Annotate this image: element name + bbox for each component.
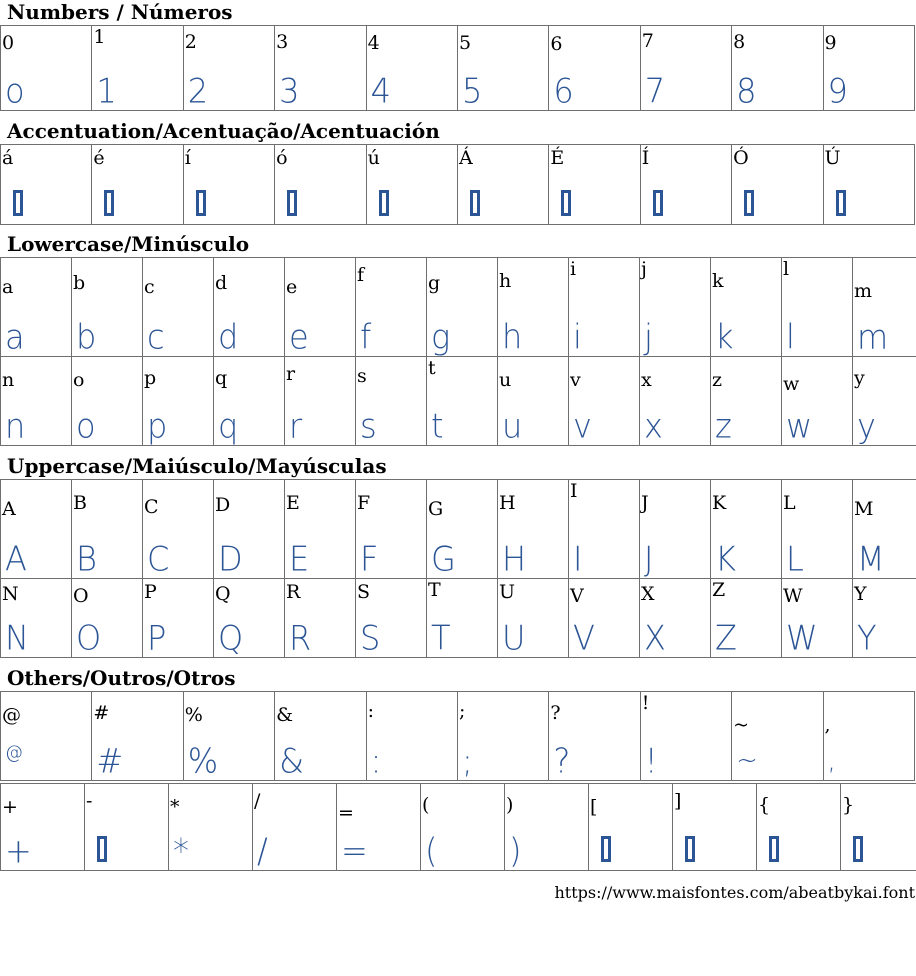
missing-glyph-box-icon: [379, 190, 389, 216]
missing-glyph-box-icon: [97, 836, 107, 862]
glyph-cell: [640, 579, 711, 658]
numbers-grid: [0, 25, 915, 111]
glyph-cell: [427, 480, 498, 579]
glyph-label: é: [93, 149, 104, 168]
glyph-sample: D: [218, 541, 243, 577]
glyph-cell: [457, 145, 548, 225]
glyph-label: Í: [642, 149, 650, 168]
glyph-label: H: [499, 494, 516, 513]
glyph-sample: /: [257, 833, 268, 869]
glyph-label: -: [86, 792, 92, 811]
glyph-sample: 5: [462, 73, 482, 109]
glyph-cell: [183, 692, 274, 781]
glyph-cell: [72, 579, 143, 658]
glyph-label: e: [286, 278, 297, 297]
glyph-label: v: [570, 371, 581, 390]
glyph-sample: ?: [553, 743, 570, 779]
glyph-cell: [757, 784, 841, 871]
glyph-cell: [569, 357, 640, 446]
glyph-label: &: [276, 706, 293, 725]
missing-glyph-box-icon: [601, 836, 611, 862]
glyph-cell: [285, 258, 356, 357]
glyph-cell: [1, 145, 92, 225]
glyph-sample: G: [431, 541, 456, 577]
glyph-label: 6: [550, 35, 562, 54]
glyph-label: E: [286, 494, 300, 513]
glyph-cell: [589, 784, 673, 871]
glyph-label: }: [842, 796, 854, 815]
glyph-cell: [92, 692, 183, 781]
glyph-sample: W: [786, 620, 818, 656]
glyph-sample: +: [5, 833, 32, 869]
table-row: [1, 692, 915, 781]
glyph-label: R: [286, 583, 300, 602]
glyph-sample: v: [573, 408, 592, 444]
glyph-label: 9: [825, 34, 837, 53]
glyph-label: a: [2, 278, 13, 297]
table-row: [1, 480, 916, 579]
glyph-cell: [1, 258, 72, 357]
glyph-label: i: [570, 260, 576, 279]
glyph-sample: y: [857, 408, 876, 444]
glyph-label: m: [854, 282, 872, 301]
glyph-sample: L: [786, 541, 804, 577]
glyph-label: ]: [674, 792, 681, 811]
glyph-label: [: [590, 798, 597, 817]
glyph-sample: #: [96, 743, 123, 779]
glyph-cell: [823, 692, 914, 781]
glyph-cell: [782, 258, 853, 357]
glyph-sample: r: [289, 408, 302, 444]
missing-glyph-box-icon: [104, 190, 114, 216]
glyph-sample: l: [786, 319, 795, 355]
glyph-cell: [782, 480, 853, 579]
table-row: [1, 258, 916, 357]
glyph-sample: f: [360, 319, 371, 355]
others-grid-row2: [0, 783, 916, 871]
glyph-label: L: [783, 494, 796, 513]
section-title-lowercase: Lowercase/Minúsculo: [0, 233, 916, 257]
glyph-sample: B: [76, 541, 97, 577]
missing-glyph-box-icon: [13, 190, 23, 216]
table-row: [1, 579, 916, 658]
missing-glyph-box-icon: [853, 836, 863, 862]
glyph-label: O: [73, 587, 89, 606]
others-grid-row1: [0, 691, 915, 781]
glyph-cell: [275, 692, 366, 781]
section-title-uppercase: Uppercase/Maiúsculo/Mayúsculas: [0, 455, 916, 479]
glyph-label: Á: [459, 149, 473, 168]
glyph-sample: ;: [462, 743, 473, 779]
glyph-cell: [72, 480, 143, 579]
glyph-label: Y: [854, 585, 867, 604]
missing-glyph-box-icon: [196, 190, 206, 216]
glyph-cell: [841, 784, 916, 871]
missing-glyph-box-icon: [653, 190, 663, 216]
glyph-label: ): [506, 796, 513, 815]
glyph-cell: [640, 258, 711, 357]
glyph-label: :: [368, 702, 374, 721]
glyph-label: s: [357, 367, 367, 386]
glyph-cell: [275, 26, 366, 111]
glyph-sample: o: [76, 408, 96, 444]
glyph-cell: [214, 258, 285, 357]
glyph-cell: [457, 26, 548, 111]
glyph-sample: d: [218, 319, 238, 355]
glyph-label: q: [215, 369, 227, 388]
glyph-label: W: [783, 587, 803, 606]
glyph-cell: [569, 579, 640, 658]
glyph-sample: U: [502, 620, 525, 656]
glyph-cell: [337, 784, 421, 871]
glyph-label: B: [73, 494, 87, 513]
glyph-cell: [1, 784, 85, 871]
glyph-cell: [853, 258, 916, 357]
glyph-label: Ú: [825, 149, 841, 168]
glyph-sample: ~: [736, 743, 758, 779]
glyph-label: f: [357, 266, 364, 285]
glyph-label: G: [428, 500, 443, 519]
glyph-cell: [356, 480, 427, 579]
glyph-label: í: [185, 149, 191, 168]
glyph-cell: [640, 145, 731, 225]
glyph-sample: S: [360, 620, 380, 656]
glyph-label: @: [2, 706, 21, 725]
glyph-cell: [356, 357, 427, 446]
glyph-sample: O: [76, 620, 101, 656]
glyph-cell: [782, 357, 853, 446]
glyph-sample: F: [360, 541, 378, 577]
glyph-sample: X: [644, 620, 666, 656]
glyph-label: +: [2, 798, 18, 817]
glyph-sample: *: [173, 833, 189, 869]
glyph-cell: [640, 480, 711, 579]
glyph-label: {: [758, 796, 770, 815]
glyph-label: A: [2, 500, 16, 519]
glyph-sample: u: [502, 408, 522, 444]
glyph-cell: [285, 480, 356, 579]
glyph-cell: [275, 145, 366, 225]
glyph-sample: @: [5, 735, 23, 771]
glyph-sample: T: [431, 620, 451, 656]
glyph-label: 3: [276, 33, 288, 52]
glyph-label: X: [641, 585, 655, 604]
glyph-label: w: [783, 375, 799, 394]
glyph-label: N: [2, 585, 19, 604]
glyph-cell: [143, 480, 214, 579]
glyph-cell: [92, 145, 183, 225]
glyph-label: ~: [733, 716, 749, 735]
glyph-sample: &: [279, 743, 304, 779]
glyph-sample: b: [76, 319, 96, 355]
glyph-label: I: [570, 482, 578, 501]
glyph-cell: [214, 480, 285, 579]
glyph-cell: [92, 26, 183, 111]
glyph-label: =: [338, 804, 354, 823]
glyph-sample: a: [5, 319, 25, 355]
glyph-label: t: [428, 359, 436, 378]
glyph-cell: [640, 357, 711, 446]
glyph-sample: 8: [736, 73, 756, 109]
glyph-sample: w: [786, 408, 812, 444]
glyph-cell: [549, 145, 640, 225]
glyph-label: D: [215, 496, 230, 515]
glyph-label: T: [428, 581, 441, 600]
glyph-label: 4: [368, 34, 380, 53]
glyph-sample: ): [509, 833, 521, 869]
glyph-cell: [366, 145, 457, 225]
glyph-sample: s: [360, 408, 377, 444]
glyph-sample: K: [715, 541, 736, 577]
glyph-cell: [640, 26, 731, 111]
glyph-label: 1: [93, 28, 105, 47]
glyph-cell: [732, 145, 823, 225]
glyph-cell: [673, 784, 757, 871]
table-row: [1, 26, 915, 111]
glyph-cell: [498, 480, 569, 579]
glyph-sample: V: [573, 620, 595, 656]
glyph-cell: [169, 784, 253, 871]
glyph-label: h: [499, 272, 511, 291]
glyph-label: d: [215, 274, 227, 293]
glyph-sample: %: [188, 743, 218, 779]
glyph-sample: N: [5, 620, 29, 656]
glyph-cell: [427, 258, 498, 357]
glyph-label: ,: [825, 716, 831, 735]
glyph-cell: [356, 258, 427, 357]
glyph-label: á: [2, 149, 13, 168]
glyph-cell: [569, 480, 640, 579]
glyph-cell: [569, 258, 640, 357]
glyph-label: n: [2, 371, 14, 390]
glyph-cell: [427, 357, 498, 446]
glyph-sample: o: [5, 73, 25, 109]
glyph-label: 0: [2, 34, 14, 53]
glyph-sample: n: [5, 408, 25, 444]
glyph-cell: [366, 26, 457, 111]
glyph-label: b: [73, 274, 85, 293]
glyph-sample: m: [857, 319, 888, 355]
glyph-cell: [1, 692, 92, 781]
glyph-sample: h: [502, 319, 522, 355]
missing-glyph-box-icon: [561, 190, 571, 216]
glyph-cell: [183, 145, 274, 225]
glyph-cell: [457, 692, 548, 781]
glyph-cell: [285, 357, 356, 446]
glyph-cell: [421, 784, 505, 871]
glyph-cell: [1, 480, 72, 579]
glyph-cell: [183, 26, 274, 111]
glyph-cell: [356, 579, 427, 658]
glyph-label: U: [499, 583, 515, 602]
lowercase-grid: [0, 257, 916, 446]
glyph-cell: [72, 357, 143, 446]
glyph-label: u: [499, 371, 511, 390]
glyph-sample: E: [289, 541, 309, 577]
missing-glyph-box-icon: [685, 836, 695, 862]
glyph-sample: 3: [279, 73, 299, 109]
glyph-cell: [711, 579, 782, 658]
table-row: [1, 357, 916, 446]
uppercase-grid: [0, 479, 916, 658]
glyph-label: ?: [550, 704, 560, 723]
glyph-sample: ,: [828, 743, 836, 779]
glyph-cell: [505, 784, 589, 871]
glyph-label: ;: [459, 702, 465, 721]
glyph-cell: [1, 26, 92, 111]
glyph-label: j: [641, 260, 647, 279]
glyph-cell: [823, 26, 914, 111]
glyph-sample: 2: [188, 73, 208, 109]
glyph-sample: k: [715, 319, 734, 355]
glyph-sample: C: [147, 541, 169, 577]
glyph-label: K: [712, 494, 726, 513]
glyph-cell: [285, 579, 356, 658]
table-row: [1, 145, 915, 225]
glyph-cell: [214, 579, 285, 658]
missing-glyph-box-icon: [769, 836, 779, 862]
glyph-label: c: [144, 278, 155, 297]
section-title-accents: Accentuation/Acentuação/Acentuación: [0, 120, 916, 144]
glyph-sample: :: [371, 743, 382, 779]
glyph-sample: 9: [828, 73, 848, 109]
table-row: [1, 784, 916, 871]
missing-glyph-box-icon: [287, 190, 297, 216]
glyph-cell: [732, 26, 823, 111]
glyph-sample: x: [644, 408, 663, 444]
glyph-cell: [498, 579, 569, 658]
glyph-label: x: [641, 371, 652, 390]
glyph-sample: p: [147, 408, 167, 444]
glyph-cell: [1, 357, 72, 446]
glyph-sample: 1: [96, 73, 116, 109]
glyph-cell: [549, 26, 640, 111]
glyph-label: P: [144, 583, 157, 602]
glyph-cell: [732, 692, 823, 781]
glyph-sample: Y: [857, 620, 877, 656]
glyph-label: F: [357, 494, 370, 513]
glyph-label: Z: [712, 581, 725, 600]
glyph-sample: t: [431, 408, 444, 444]
glyph-cell: [214, 357, 285, 446]
glyph-cell: [85, 784, 169, 871]
glyph-cell: [366, 692, 457, 781]
glyph-sample: (: [425, 833, 437, 869]
glyph-cell: [549, 692, 640, 781]
glyph-cell: [711, 357, 782, 446]
glyph-label: ó: [276, 149, 287, 168]
glyph-sample: e: [289, 319, 309, 355]
glyph-cell: [72, 258, 143, 357]
glyph-cell: [823, 145, 914, 225]
glyph-label: r: [286, 365, 295, 384]
glyph-label: p: [144, 369, 156, 388]
glyph-sample: j: [644, 319, 653, 355]
accents-grid: [0, 144, 915, 225]
section-title-others: Others/Outros/Otros: [0, 667, 916, 691]
glyph-sample: Q: [218, 620, 243, 656]
glyph-sample: 6: [553, 73, 573, 109]
glyph-cell: [498, 357, 569, 446]
glyph-label: /: [254, 792, 260, 811]
glyph-label: 2: [185, 33, 197, 52]
glyph-sample: M: [857, 541, 885, 577]
glyph-label: z: [712, 371, 722, 390]
glyph-sample: Z: [715, 620, 737, 656]
glyph-label: 8: [733, 33, 745, 52]
glyph-cell: [1, 579, 72, 658]
glyph-sample: 4: [371, 73, 391, 109]
glyph-label: o: [73, 371, 84, 390]
glyph-sample: J: [644, 541, 653, 577]
glyph-label: M: [854, 500, 873, 519]
glyph-cell: [711, 258, 782, 357]
glyph-cell: [711, 480, 782, 579]
glyph-sample: g: [431, 319, 450, 355]
glyph-cell: [853, 579, 916, 658]
glyph-sample: c: [147, 319, 165, 355]
glyph-cell: [640, 692, 731, 781]
glyph-sample: H: [502, 541, 526, 577]
glyph-label: g: [428, 274, 440, 293]
glyph-sample: P: [147, 620, 166, 656]
glyph-label: *: [170, 798, 180, 817]
glyph-cell: [143, 258, 214, 357]
glyph-label: l: [783, 260, 789, 279]
glyph-cell: [853, 480, 916, 579]
glyph-sample: i: [573, 319, 582, 355]
glyph-label: 5: [459, 34, 471, 53]
glyph-label: Ó: [733, 149, 749, 168]
glyph-sample: 7: [645, 73, 665, 109]
glyph-sample: !: [645, 743, 658, 779]
glyph-sample: I: [573, 541, 582, 577]
missing-glyph-box-icon: [470, 190, 480, 216]
glyph-label: (: [422, 796, 429, 815]
glyph-cell: [143, 579, 214, 658]
glyph-label: Q: [215, 585, 231, 604]
glyph-label: !: [642, 694, 650, 713]
glyph-label: V: [570, 587, 584, 606]
glyph-label: 7: [642, 32, 654, 51]
glyph-cell: [498, 258, 569, 357]
section-title-numbers: Numbers / Números: [0, 1, 916, 25]
glyph-label: k: [712, 272, 724, 291]
glyph-sample: R: [289, 620, 311, 656]
glyph-label: y: [854, 369, 865, 388]
glyph-label: #: [93, 704, 109, 723]
missing-glyph-box-icon: [836, 190, 846, 216]
glyph-label: É: [550, 149, 564, 168]
glyph-label: S: [357, 583, 370, 602]
missing-glyph-box-icon: [744, 190, 754, 216]
glyph-label: %: [185, 706, 203, 725]
glyph-cell: [253, 784, 337, 871]
glyph-sample: q: [218, 408, 238, 444]
glyph-label: ú: [368, 149, 380, 168]
glyph-cell: [427, 579, 498, 658]
glyph-label: C: [144, 498, 159, 517]
glyph-sample: z: [715, 408, 732, 444]
glyph-cell: [782, 579, 853, 658]
glyph-cell: [143, 357, 214, 446]
glyph-cell: [853, 357, 916, 446]
glyph-label: J: [641, 494, 649, 513]
source-url[interactable]: https://www.maisfontes.com/abeatbykai.font: [554, 884, 915, 902]
glyph-sample: =: [341, 833, 368, 869]
glyph-sample: A: [5, 541, 27, 577]
